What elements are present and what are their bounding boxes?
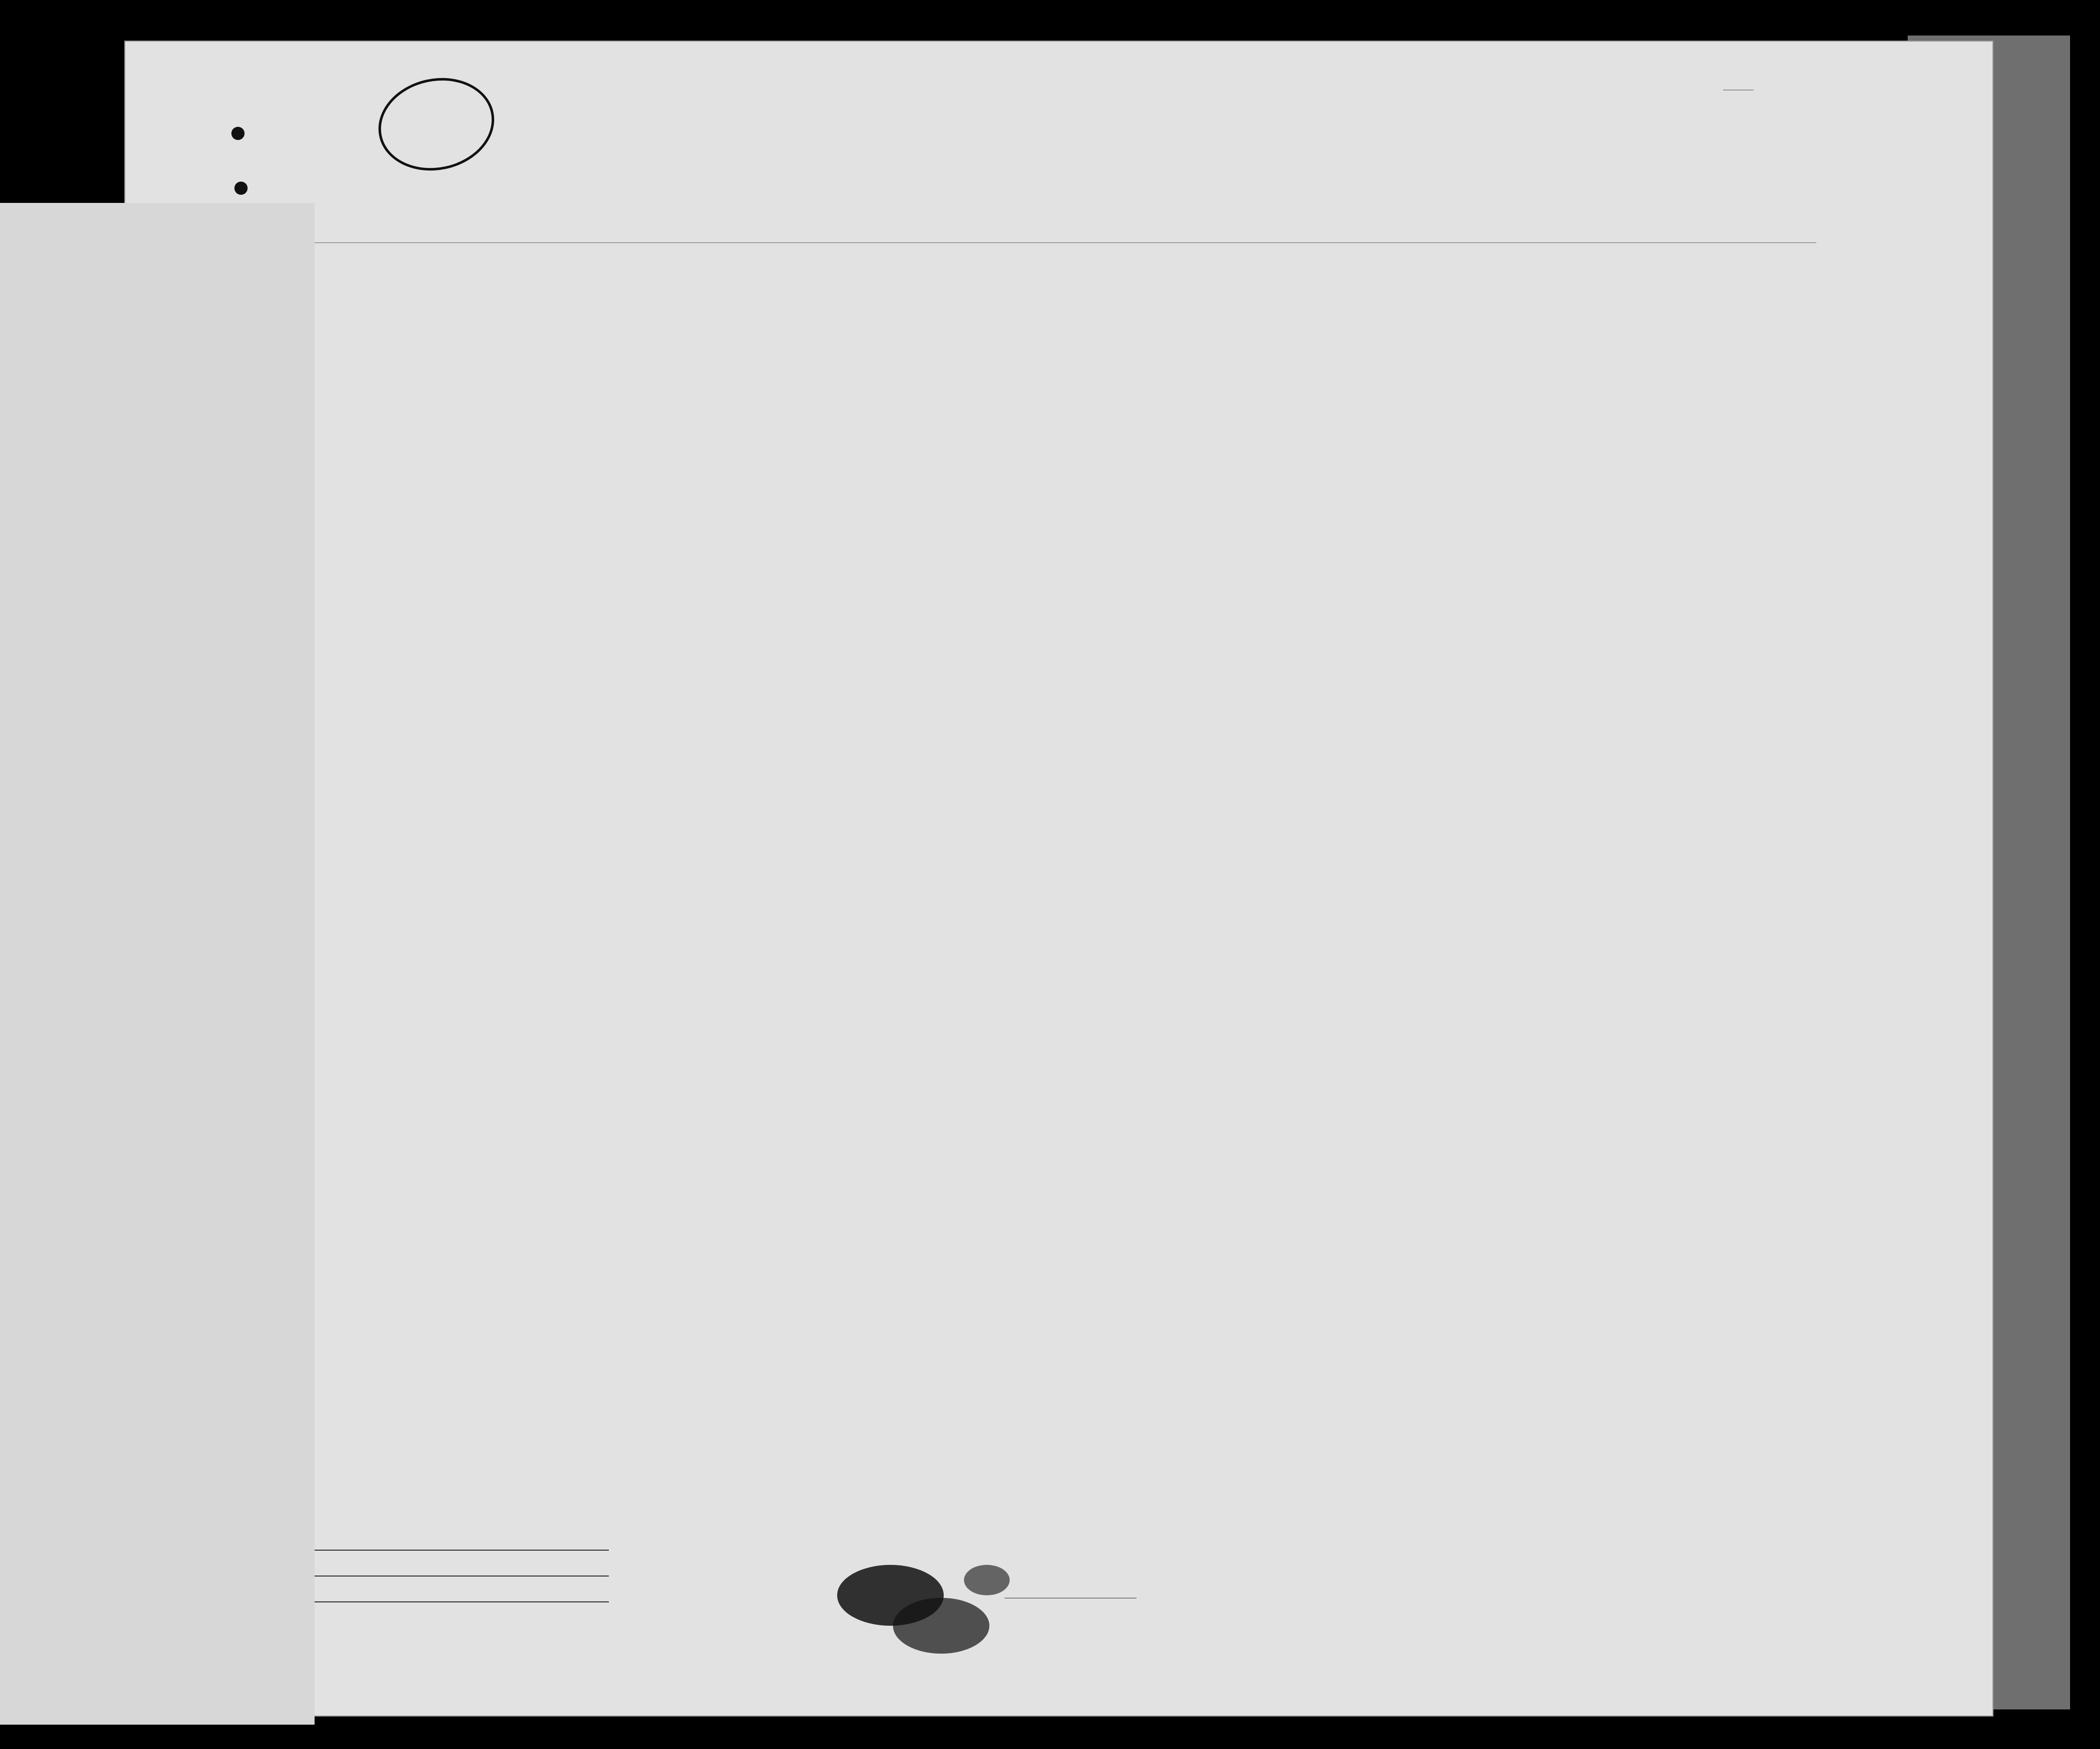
vessel-underline xyxy=(315,242,1816,243)
ink-smudge xyxy=(893,1598,989,1654)
strip-grid xyxy=(15,213,302,1674)
manifest-sheet xyxy=(124,41,1993,1717)
sheet-number xyxy=(1720,80,1753,94)
footer-rule xyxy=(304,1550,609,1551)
punch-hole xyxy=(231,127,245,140)
discharged-seamen-strip xyxy=(0,203,315,1725)
ink-smudge xyxy=(964,1565,1010,1595)
punch-hole xyxy=(234,182,248,195)
footer-rule xyxy=(304,1576,609,1577)
footer-rule xyxy=(304,1601,609,1602)
